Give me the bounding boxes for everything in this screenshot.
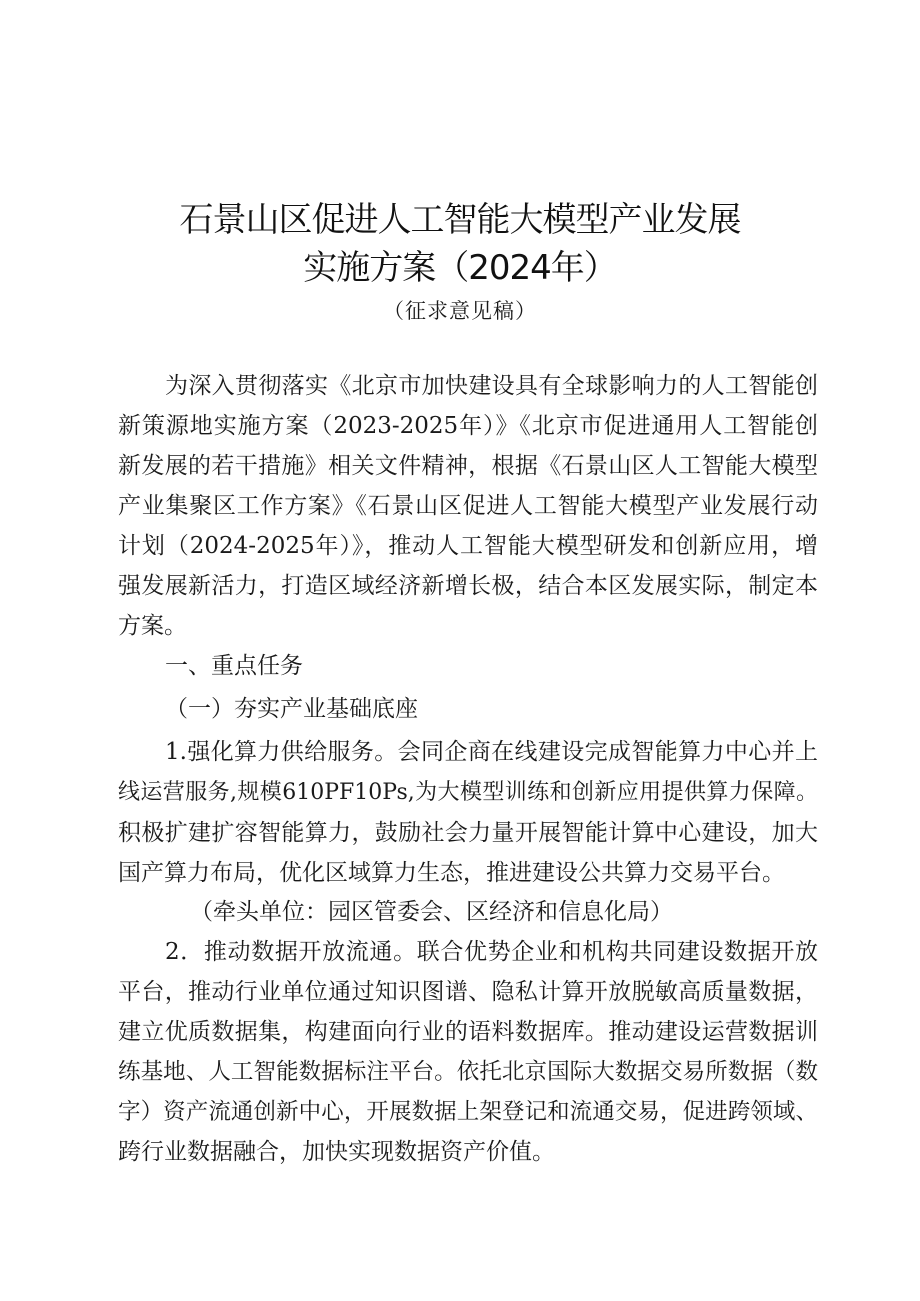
item2-line: 平台，推动行业单位通过知识图谱、隐私计算开放脱敏高质量数据， [118,979,818,1005]
item1-line: 1.强化算力供给服务。会同企商在线建设完成智能算力中心并上 [165,739,818,765]
intro-line: 新发展的若干措施》相关文件精神，根据《石景山区人工智能大模型 [118,453,818,479]
item2-line: 建立优质数据集，构建面向行业的语料数据库。推动建设运营数据训 [118,1019,818,1045]
document-title-line-2: 实施方案（2024年） [303,248,617,288]
document-subtitle: （征求意见稿） [383,299,537,323]
intro-line: 新策源地实施方案（2023-2025年）》《北京市促进通用人工智能创 [118,413,818,439]
section-heading: 一、重点任务 [165,653,303,679]
intro-line: 方案。 [118,613,187,639]
intro-line: 产业集聚区工作方案》《石景山区促进人工智能大模型产业发展行动 [118,493,818,519]
item1-line: 线运营服务,规模610PF10Ps,为大模型训练和创新应用提供算力保障。 [118,780,818,805]
item2-line: 练基地、人工智能数据标注平台。依托北京国际大数据交易所数据（数 [118,1059,818,1085]
item1-line: 国产算力布局，优化区域算力生态，推进建设公共算力交易平台。 [118,860,785,886]
item2-line: 2．推动数据开放流通。联合优势企业和机构共同建设数据开放 [165,939,818,965]
item1-lead-units: （牵头单位：园区管委会、区经济和信息化局） [190,899,673,925]
item1-line: 积极扩建扩容智能算力，鼓励社会力量开展智能计算中心建设，加大 [118,820,818,846]
document-title-line-1: 石景山区促进人工智能大模型产业发展 [179,200,741,240]
intro-line: 为深入贯彻落实《北京市加快建设具有全球影响力的人工智能创 [165,373,818,399]
item2-line: 跨行业数据融合，加快实现数据资产价值。 [118,1139,555,1165]
intro-line: 计划（2024-2025年）》，推动人工智能大模型研发和创新应用，增 [118,533,818,559]
item2-line: 字）资产流通创新中心，开展数据上架登记和流通交易，促进跨领域、 [118,1099,818,1125]
subsection-heading: （一）夯实产业基础底座 [165,696,418,722]
intro-line: 强发展新活力，打造区域经济新增长极，结合本区发展实际，制定本 [118,573,818,599]
